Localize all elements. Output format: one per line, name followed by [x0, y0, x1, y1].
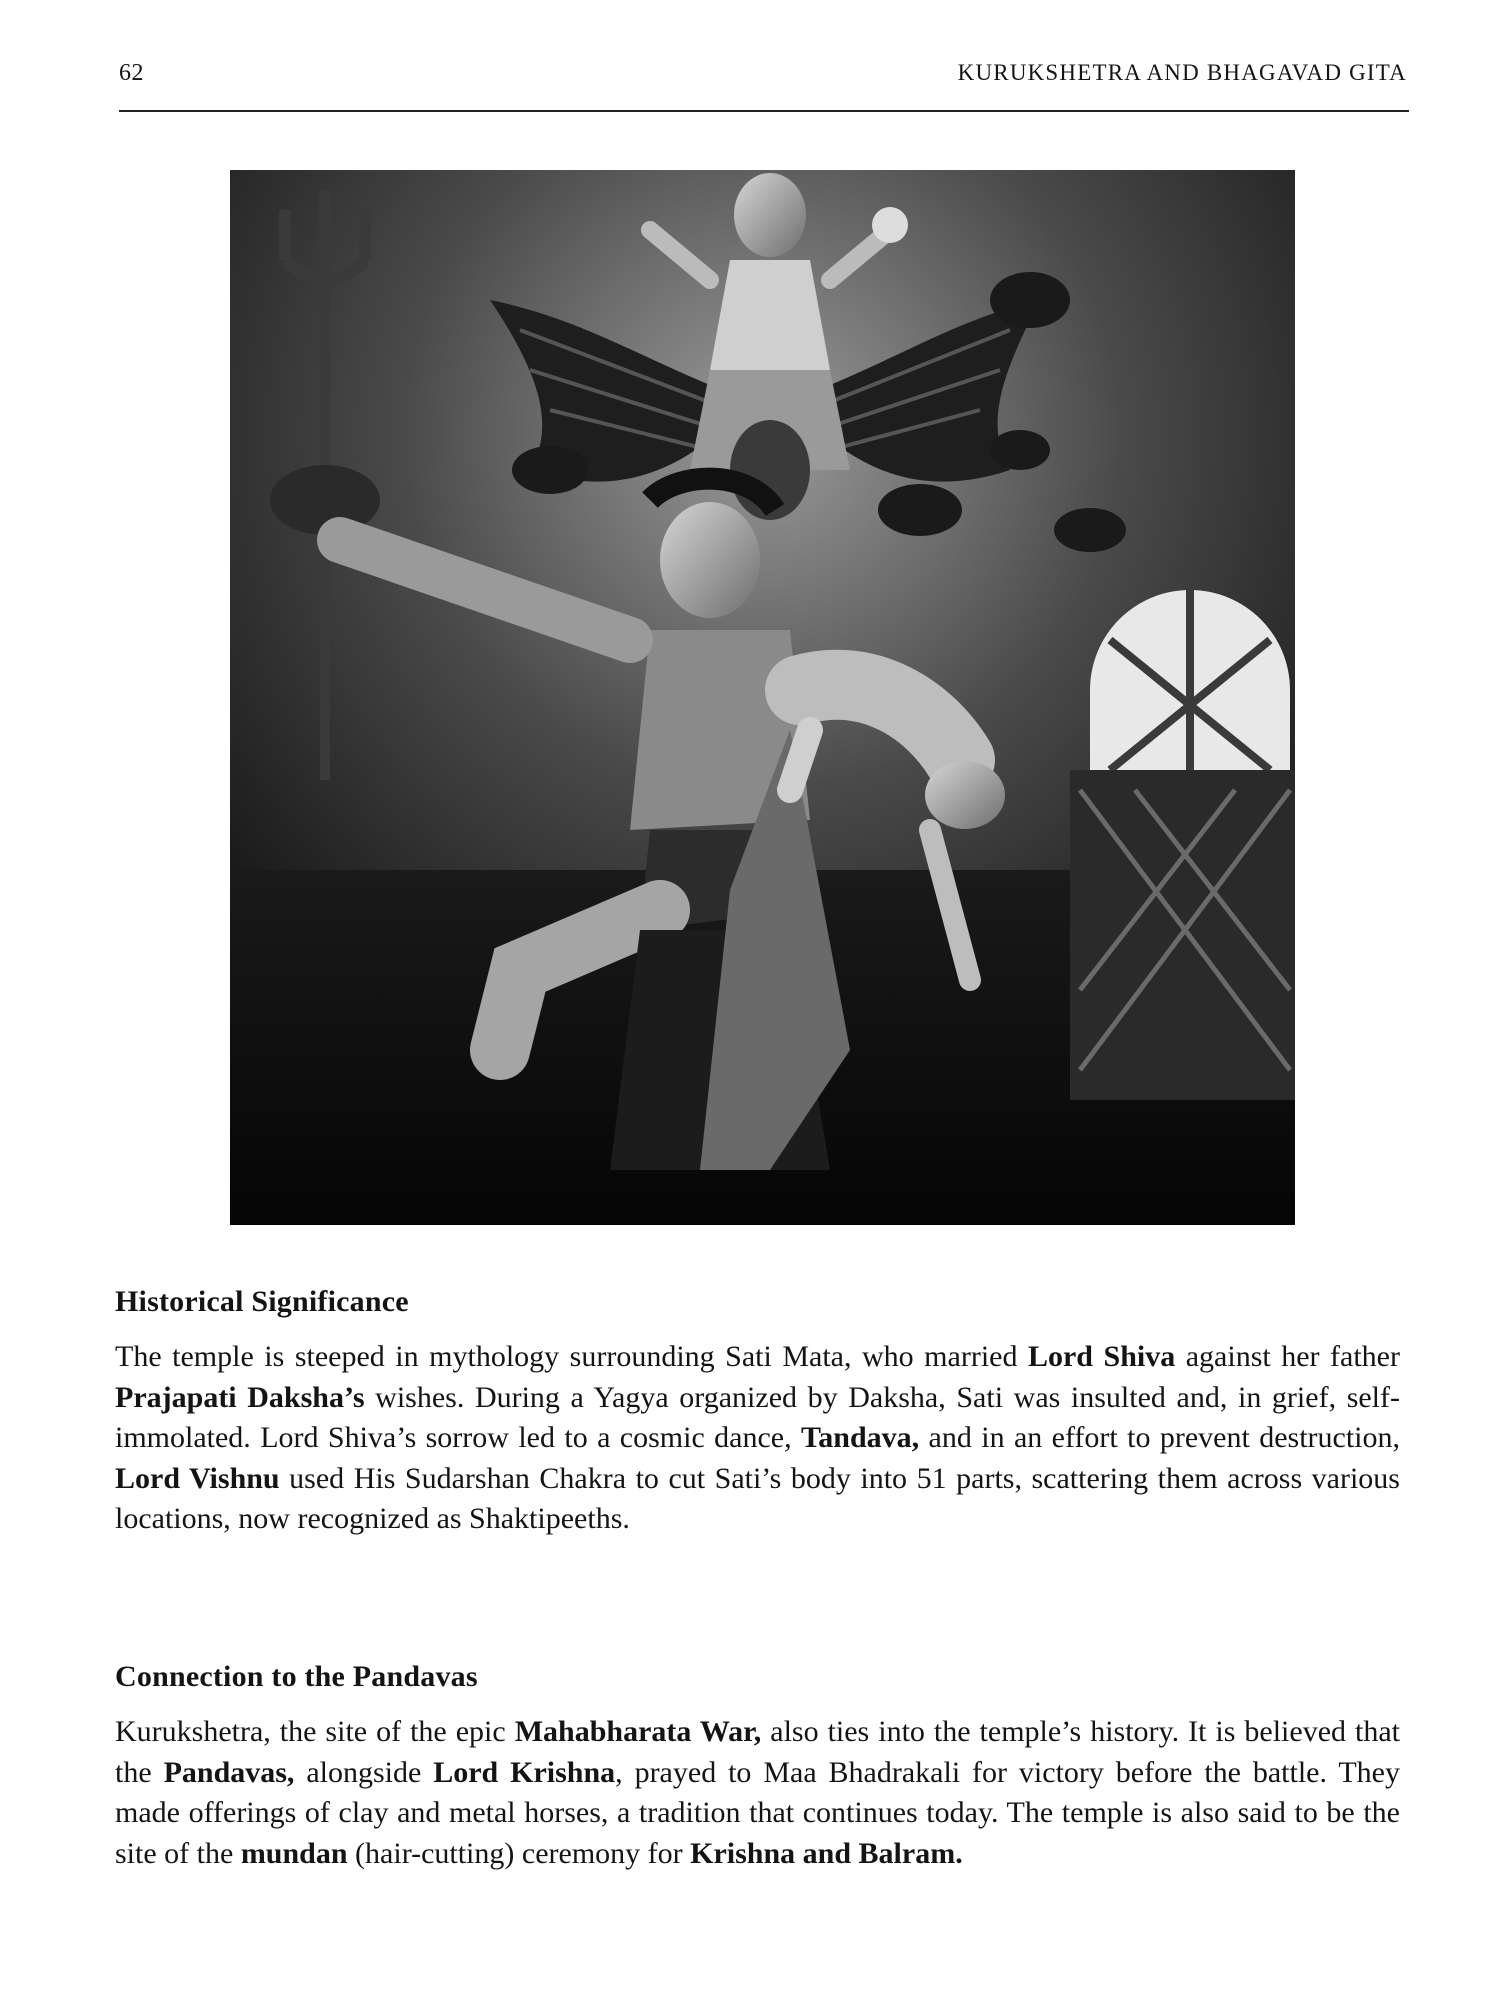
text-run: The temple is steeped in mythology surrounding Sati Mata, who married	[115, 1340, 1028, 1373]
text-run: (hair-cutting) ceremony for	[347, 1836, 691, 1870]
text-run: Kurukshetra, the site of the epic	[115, 1715, 515, 1748]
bold-term: mundan	[240, 1836, 348, 1870]
section-historical-significance	[115, 1285, 1400, 1540]
running-head: KURUKSHETRA AND BHAGAVAD GITA	[957, 60, 1407, 85]
section-heading: Connection to the Pandavas	[115, 1660, 478, 1693]
header-rule	[119, 110, 1409, 112]
text-run: wishes. During a Yagya organized by Daksha, Sati was insulted and, in grief, self-immolated. Lord Shiva’s sorrow led to a cosmic dance,	[115, 1380, 1400, 1454]
sculpture-illustration	[230, 170, 1295, 1225]
section-connection-to-pandavas	[115, 1660, 1400, 1874]
bold-term: Krishna and Balram.	[690, 1836, 963, 1870]
text-run: and in an effort to prevent destruction,	[919, 1421, 1400, 1454]
bold-term: Pandavas,	[163, 1755, 295, 1789]
bold-term: Prajapati Daksha’s	[115, 1380, 365, 1414]
temple-sculpture-photo	[230, 170, 1295, 1225]
page-number: 62	[119, 60, 144, 86]
arched-window	[1070, 590, 1295, 1100]
text-run: used His Sudarshan Chakra to cut Sati’s body into 51 parts, scattering them across various locations, now recognized as Shaktipeeths.	[115, 1461, 1400, 1535]
section-paragraph	[115, 1712, 1400, 1874]
section-paragraph	[115, 1337, 1400, 1540]
section-heading: Historical Significance	[115, 1285, 409, 1318]
text-run: , prayed to Maa Bhadrakali for victory before the battle. They made offerings of clay and metal horses, a tradition that continues today. The temple is also said to be the site of the	[115, 1755, 1400, 1870]
bold-term: Tandava,	[801, 1421, 920, 1454]
bold-term: Mahabharata War,	[514, 1715, 762, 1748]
text-run: alongside	[294, 1755, 434, 1789]
text-run: against her father	[1175, 1340, 1400, 1373]
text-run: also ties into the temple’s history. It is believed that the	[115, 1715, 1401, 1789]
bold-term: Lord Shiva	[1027, 1340, 1176, 1373]
bold-term: Lord Vishnu	[115, 1461, 280, 1495]
bold-term: Lord Krishna	[433, 1755, 616, 1789]
